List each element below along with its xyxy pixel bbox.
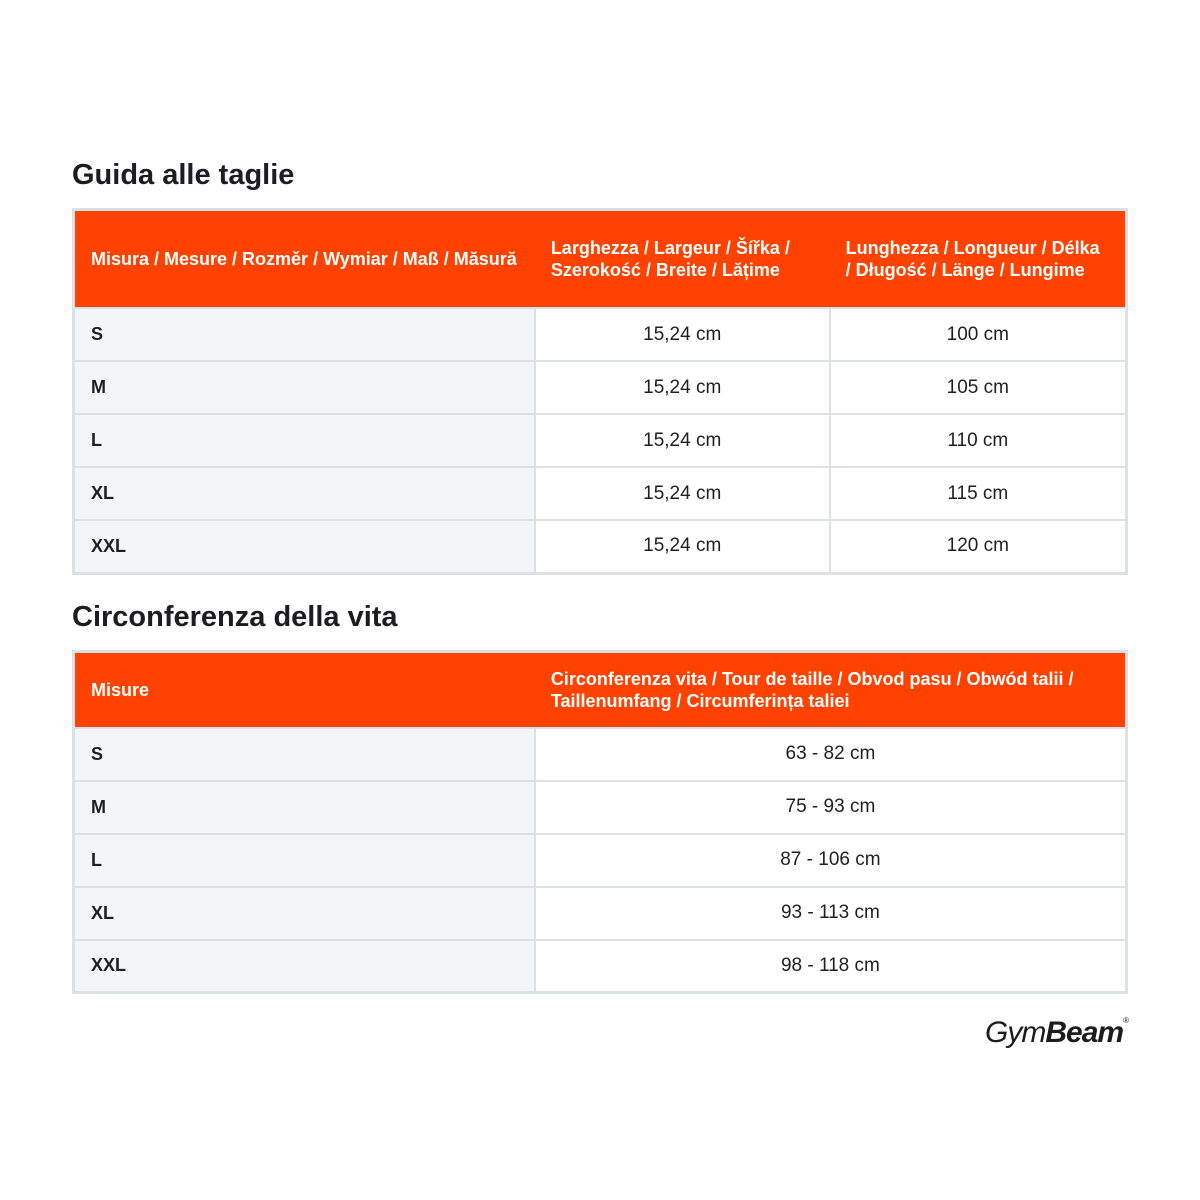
size-cell: XXL [74,520,535,573]
value-cell: 98 - 118 cm [535,940,1127,993]
table-row [74,940,1127,993]
value-cell: 15,24 cm [535,467,830,520]
registered-mark: ® [1123,1016,1128,1025]
size-cell: M [74,361,535,414]
value-cell: 87 - 106 cm [535,834,1127,887]
value-cell: 110 cm [830,414,1127,467]
size-cell: XL [74,467,535,520]
value-cell: 15,24 cm [535,414,830,467]
value-cell: 15,24 cm [535,520,830,573]
size-cell: L [74,834,535,887]
table-row [74,728,1127,781]
value-cell: 63 - 82 cm [535,728,1127,781]
size-guide [72,155,1128,994]
size-cell: M [74,781,535,834]
header-width: Larghezza / Largeur / Šířka / Szerokość / Breite / Lățime [535,210,830,309]
value-cell: 115 cm [830,467,1127,520]
value-cell: 15,24 cm [535,308,830,361]
header-waist: Circonferenza vita / Tour de taille / Obvod pasu / Obwód talii / Taillenumfang / Circumferința taliei [535,651,1127,728]
size-cell: S [74,728,535,781]
value-cell: 75 - 93 cm [535,781,1127,834]
header-length: Lunghezza / Longueur / Délka / Długość / Länge / Lungime [830,210,1127,309]
value-cell: 100 cm [830,308,1127,361]
value-cell: 105 cm [830,361,1127,414]
waist-table [72,650,1128,995]
table-header-row [74,651,1127,728]
header-measures: Misure [74,651,535,728]
table-row [74,467,1127,520]
table-row [74,414,1127,467]
size-cell: XXL [74,940,535,993]
logo-text-gym: Gym [985,1016,1046,1049]
table-row [74,834,1127,887]
table-row [74,361,1127,414]
gymbeam-logo [985,1016,1128,1050]
header-size: Misura / Mesure / Rozměr / Wymiar / Maß / Măsură [74,210,535,309]
size-guide-title: Guida alle taglie [72,159,295,191]
table-row [74,887,1127,940]
waist-title: Circonferenza della vita [72,600,398,633]
logo-text-beam: Beam [1045,1016,1124,1049]
size-table [72,208,1128,575]
table-row [74,781,1127,834]
table-row [74,308,1127,361]
table-header-row [74,210,1127,309]
value-cell: 15,24 cm [535,361,830,414]
size-cell: L [74,414,535,467]
size-cell: S [74,308,535,361]
value-cell: 93 - 113 cm [535,887,1127,940]
value-cell: 120 cm [830,520,1127,573]
size-cell: XL [74,887,535,940]
table-row [74,520,1127,573]
